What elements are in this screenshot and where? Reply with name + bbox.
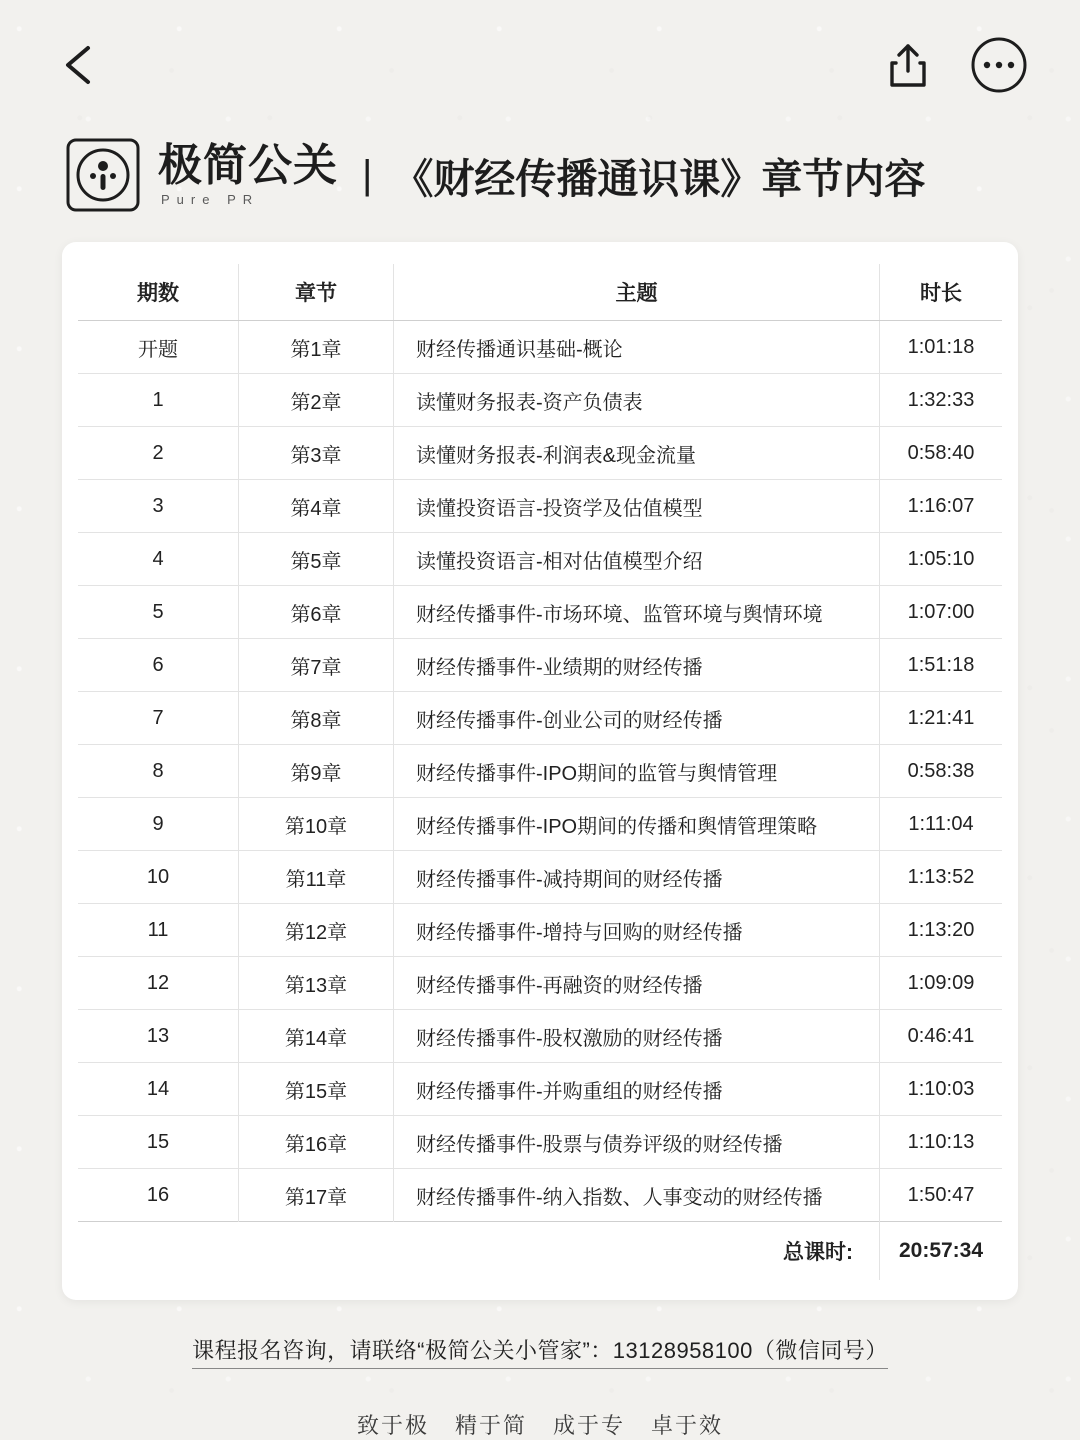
cell-chapter: 第10章: [239, 798, 394, 851]
cell-chapter: 第8章: [239, 692, 394, 745]
cell-topic: 财经传播事件-增持与回购的财经传播: [394, 904, 880, 957]
cell-index: 15: [78, 1116, 239, 1169]
table-row: [78, 851, 1002, 904]
cell-topic: 财经传播事件-IPO期间的监管与舆情管理: [394, 745, 880, 798]
top-bar-actions: [888, 36, 1028, 94]
cell-index: 7: [78, 692, 239, 745]
column-header-chapter: 章节: [239, 264, 394, 321]
cell-duration: 0:58:38: [880, 745, 1003, 798]
cell-chapter: 第13章: [239, 957, 394, 1010]
table-body: [78, 321, 1002, 1222]
cell-index: 10: [78, 851, 239, 904]
cell-index: 8: [78, 745, 239, 798]
cell-topic: 读懂投资语言-相对估值模型介绍: [394, 533, 880, 586]
cell-duration: 0:58:40: [880, 427, 1003, 480]
course-title: 《财经传播通识课》章节内容: [392, 155, 926, 202]
cell-chapter: 第16章: [239, 1116, 394, 1169]
footer-slogan: [0, 1409, 1080, 1440]
cell-topic: 财经传播事件-市场环境、监管环境与舆情环境: [394, 586, 880, 639]
cell-duration: 1:13:20: [880, 904, 1003, 957]
brand-name-en: Pure PR: [161, 192, 260, 208]
cell-topic: 财经传播事件-IPO期间的传播和舆情管理策略: [394, 798, 880, 851]
column-header-topic: 主题: [394, 264, 880, 321]
cell-index: 开题: [78, 321, 239, 374]
total-row: [78, 1222, 1002, 1281]
cell-topic: 财经传播事件-创业公司的财经传播: [394, 692, 880, 745]
cell-duration: 1:07:00: [880, 586, 1003, 639]
total-label: 总课时:: [78, 1222, 880, 1281]
cell-chapter: 第3章: [239, 427, 394, 480]
cell-chapter: 第15章: [239, 1063, 394, 1116]
table-row: [78, 798, 1002, 851]
cell-topic: 读懂投资语言-投资学及估值模型: [394, 480, 880, 533]
brand-block: [158, 140, 338, 208]
table-row: [78, 480, 1002, 533]
cell-index: 1: [78, 374, 239, 427]
table-row: [78, 1010, 1002, 1063]
cell-topic: 财经传播事件-纳入指数、人事变动的财经传播: [394, 1169, 880, 1222]
cell-index: 9: [78, 798, 239, 851]
cell-duration: 1:05:10: [880, 533, 1003, 586]
cell-index: 4: [78, 533, 239, 586]
chapter-table: [78, 264, 1002, 1280]
slogan-part: 致于极: [356, 1413, 429, 1438]
table-row: [78, 692, 1002, 745]
slogan-part: 卓于效: [651, 1413, 724, 1438]
cell-duration: 1:13:52: [880, 851, 1003, 904]
share-icon: [888, 42, 928, 88]
cell-index: 6: [78, 639, 239, 692]
cell-duration: 0:46:41: [880, 1010, 1003, 1063]
table-header-row: [78, 264, 1002, 321]
title-separator: |: [362, 153, 373, 197]
table-row: [78, 586, 1002, 639]
cell-index: 11: [78, 904, 239, 957]
table-row: [78, 1116, 1002, 1169]
cell-chapter: 第14章: [239, 1010, 394, 1063]
table-footer: [78, 1222, 1002, 1281]
cell-chapter: 第1章: [239, 321, 394, 374]
slogan-part: 精于简: [454, 1413, 527, 1438]
column-header-duration: 时长: [880, 264, 1003, 321]
cell-chapter: 第11章: [239, 851, 394, 904]
column-header-index: 期数: [78, 264, 239, 321]
brand-name-cn: 极简公关: [158, 140, 338, 190]
table-row: [78, 1063, 1002, 1116]
cell-topic: 财经传播事件-并购重组的财经传播: [394, 1063, 880, 1116]
cell-chapter: 第12章: [239, 904, 394, 957]
cell-duration: 1:21:41: [880, 692, 1003, 745]
share-button[interactable]: [888, 42, 928, 88]
cell-chapter: 第9章: [239, 745, 394, 798]
cell-duration: 1:11:04: [880, 798, 1003, 851]
back-chevron-icon: [58, 42, 104, 88]
table-row: [78, 1169, 1002, 1222]
chapter-table-card: [62, 242, 1018, 1300]
top-bar: [0, 0, 1080, 130]
cell-duration: 1:10:13: [880, 1116, 1003, 1169]
table-row: [78, 957, 1002, 1010]
back-button[interactable]: [58, 42, 104, 88]
cell-duration: 1:16:07: [880, 480, 1003, 533]
cell-duration: 1:50:47: [880, 1169, 1003, 1222]
cell-topic: 读懂财务报表-利润表&现金流量: [394, 427, 880, 480]
table-row: [78, 639, 1002, 692]
cell-index: 16: [146, 1183, 170, 1206]
footer-contact-text: 课程报名咨询，请联络“极简公关小管家”：13128958100（微信同号）: [192, 1338, 888, 1369]
cell-topic: 财经传播事件-再融资的财经传播: [394, 957, 880, 1010]
cell-chapter: 第17章: [239, 1169, 394, 1222]
cell-chapter: 第7章: [239, 639, 394, 692]
cell-duration: 1:51:18: [880, 639, 1003, 692]
table-header: [78, 264, 1002, 321]
cell-topic: 财经传播事件-股票与债券评级的财经传播: [394, 1116, 880, 1169]
cell-topic: 财经传播事件-业绩期的财经传播: [394, 639, 880, 692]
cell-index: 3: [78, 480, 239, 533]
cell-chapter: 第4章: [239, 480, 394, 533]
cell-chapter: 第2章: [239, 374, 394, 427]
table-row: [78, 533, 1002, 586]
table-row: [78, 374, 1002, 427]
page-title: [0, 130, 1080, 212]
table-row: [78, 745, 1002, 798]
cell-index: 12: [78, 957, 239, 1010]
cell-duration: 1:09:09: [880, 957, 1003, 1010]
cell-index: 13: [78, 1010, 239, 1063]
cell-duration: 1:10:03: [880, 1063, 1003, 1116]
cell-index: 5: [78, 586, 239, 639]
cell-chapter: 第6章: [239, 586, 394, 639]
table-row: [78, 321, 1002, 374]
footer-contact: [0, 1334, 1080, 1365]
cell-chapter: 第5章: [239, 533, 394, 586]
cell-topic: 财经传播事件-股权激励的财经传播: [394, 1010, 880, 1063]
pure-pr-logo: [66, 138, 140, 212]
table-row: [78, 904, 1002, 957]
table-row: [78, 427, 1002, 480]
cell-index: 2: [78, 427, 239, 480]
cell-topic: 财经传播事件-减持期间的财经传播: [394, 851, 880, 904]
cell-topic: 读懂财务报表-资产负债表: [394, 374, 880, 427]
cell-duration: 1:32:33: [880, 374, 1003, 427]
cell-topic: 财经传播通识基础-概论: [394, 321, 880, 374]
more-options-icon: [970, 36, 1028, 94]
more-options-button[interactable]: [970, 36, 1028, 94]
cell-index: 14: [78, 1063, 239, 1116]
cell-duration: 1:01:18: [880, 321, 1003, 374]
slogan-part: 成于专: [553, 1413, 626, 1438]
total-value: 20:57:34: [880, 1222, 1003, 1281]
